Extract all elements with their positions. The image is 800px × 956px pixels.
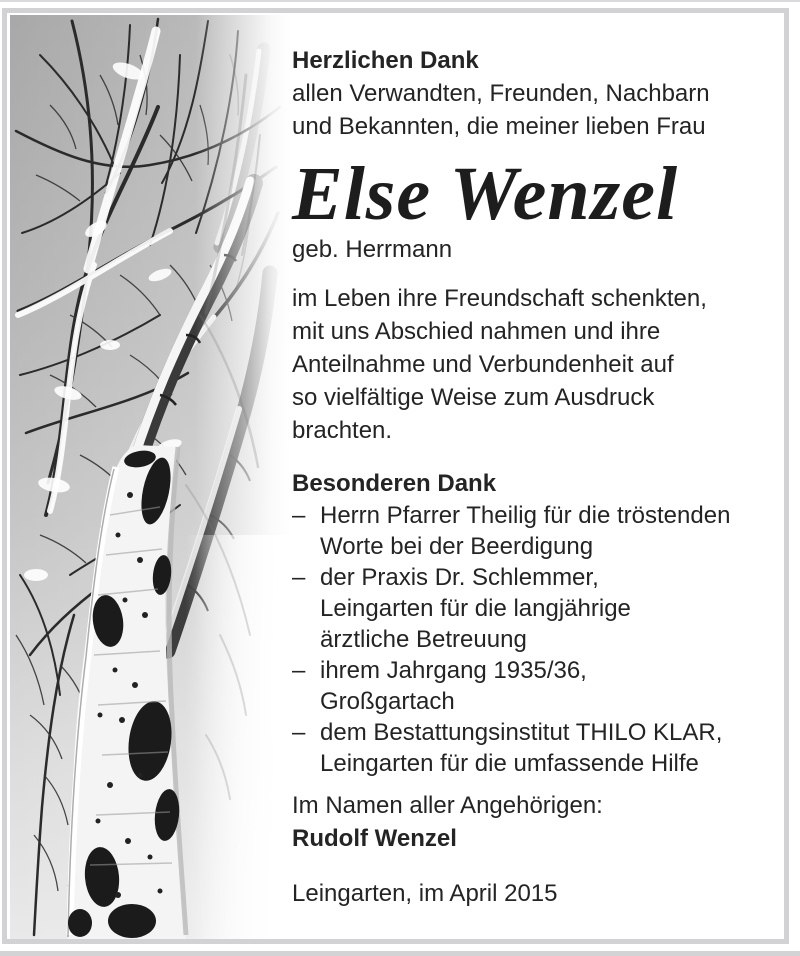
list-dash: –	[292, 719, 306, 746]
thanks-item-line: ihrem Jahrgang 1935/36,	[320, 657, 587, 684]
thanks-item-line: der Praxis Dr. Schlemmer,	[320, 564, 599, 591]
thanks-item-praxis	[292, 562, 789, 655]
signature: Rudolf Wenzel	[292, 825, 457, 852]
body-paragraph	[292, 282, 789, 447]
body-line-2: mit uns Abschied nahmen und ihre	[292, 318, 661, 345]
closing-block	[292, 789, 789, 855]
body-line-1: im Leben ihre Freundschaft schenkten,	[292, 285, 707, 312]
special-thanks-header: Besonderen Dank	[292, 470, 497, 497]
scan-edge-bottom	[0, 951, 800, 956]
obituary-text-column	[292, 44, 789, 910]
deceased-name: Else Wenzel	[292, 152, 679, 236]
maiden-name: geb. Herrmann	[292, 236, 453, 263]
thanks-item-bestattungsinstitut	[292, 717, 789, 779]
intro-line-1: allen Verwandten, Freunden, Nachbarn	[292, 80, 710, 107]
scan-edge-top	[0, 0, 800, 2]
list-dash: –	[292, 502, 306, 529]
list-dash: –	[292, 657, 306, 684]
list-dash: –	[292, 564, 306, 591]
thanks-item-line: Herrn Pfarrer Theilig für die tröstenden	[320, 502, 731, 529]
winter-birch-tree-photo	[10, 15, 291, 939]
thanks-item-pfarrer	[292, 500, 789, 562]
intro-line-2: und Bekannten, die meiner lieben Frau	[292, 113, 706, 140]
thanks-header: Herzlichen Dank	[292, 47, 479, 74]
dateline: Leingarten, im April 2015	[292, 880, 558, 907]
thanks-item-line: Worte bei der Beerdigung	[320, 533, 594, 560]
body-line-5: brachten.	[292, 417, 393, 444]
closing-line: Im Namen aller Angehörigen:	[292, 792, 603, 819]
thanks-item-line: Leingarten für die langjährige	[320, 595, 631, 622]
special-thanks-list	[292, 500, 789, 779]
birch-tree-illustration	[10, 15, 291, 939]
thanks-item-line: dem Bestattungsinstitut THILO KLAR,	[320, 719, 723, 746]
body-line-3: Anteilnahme und Verbundenheit auf	[292, 351, 674, 378]
thanks-item-line: Großgartach	[320, 688, 455, 715]
body-line-4: so vielfältige Weise zum Ausdruck	[292, 384, 655, 411]
thanks-item-line: Leingarten für die umfassende Hilfe	[320, 750, 699, 777]
thanks-item-jahrgang	[292, 655, 789, 717]
thanks-item-line: ärztliche Betreuung	[320, 626, 527, 653]
